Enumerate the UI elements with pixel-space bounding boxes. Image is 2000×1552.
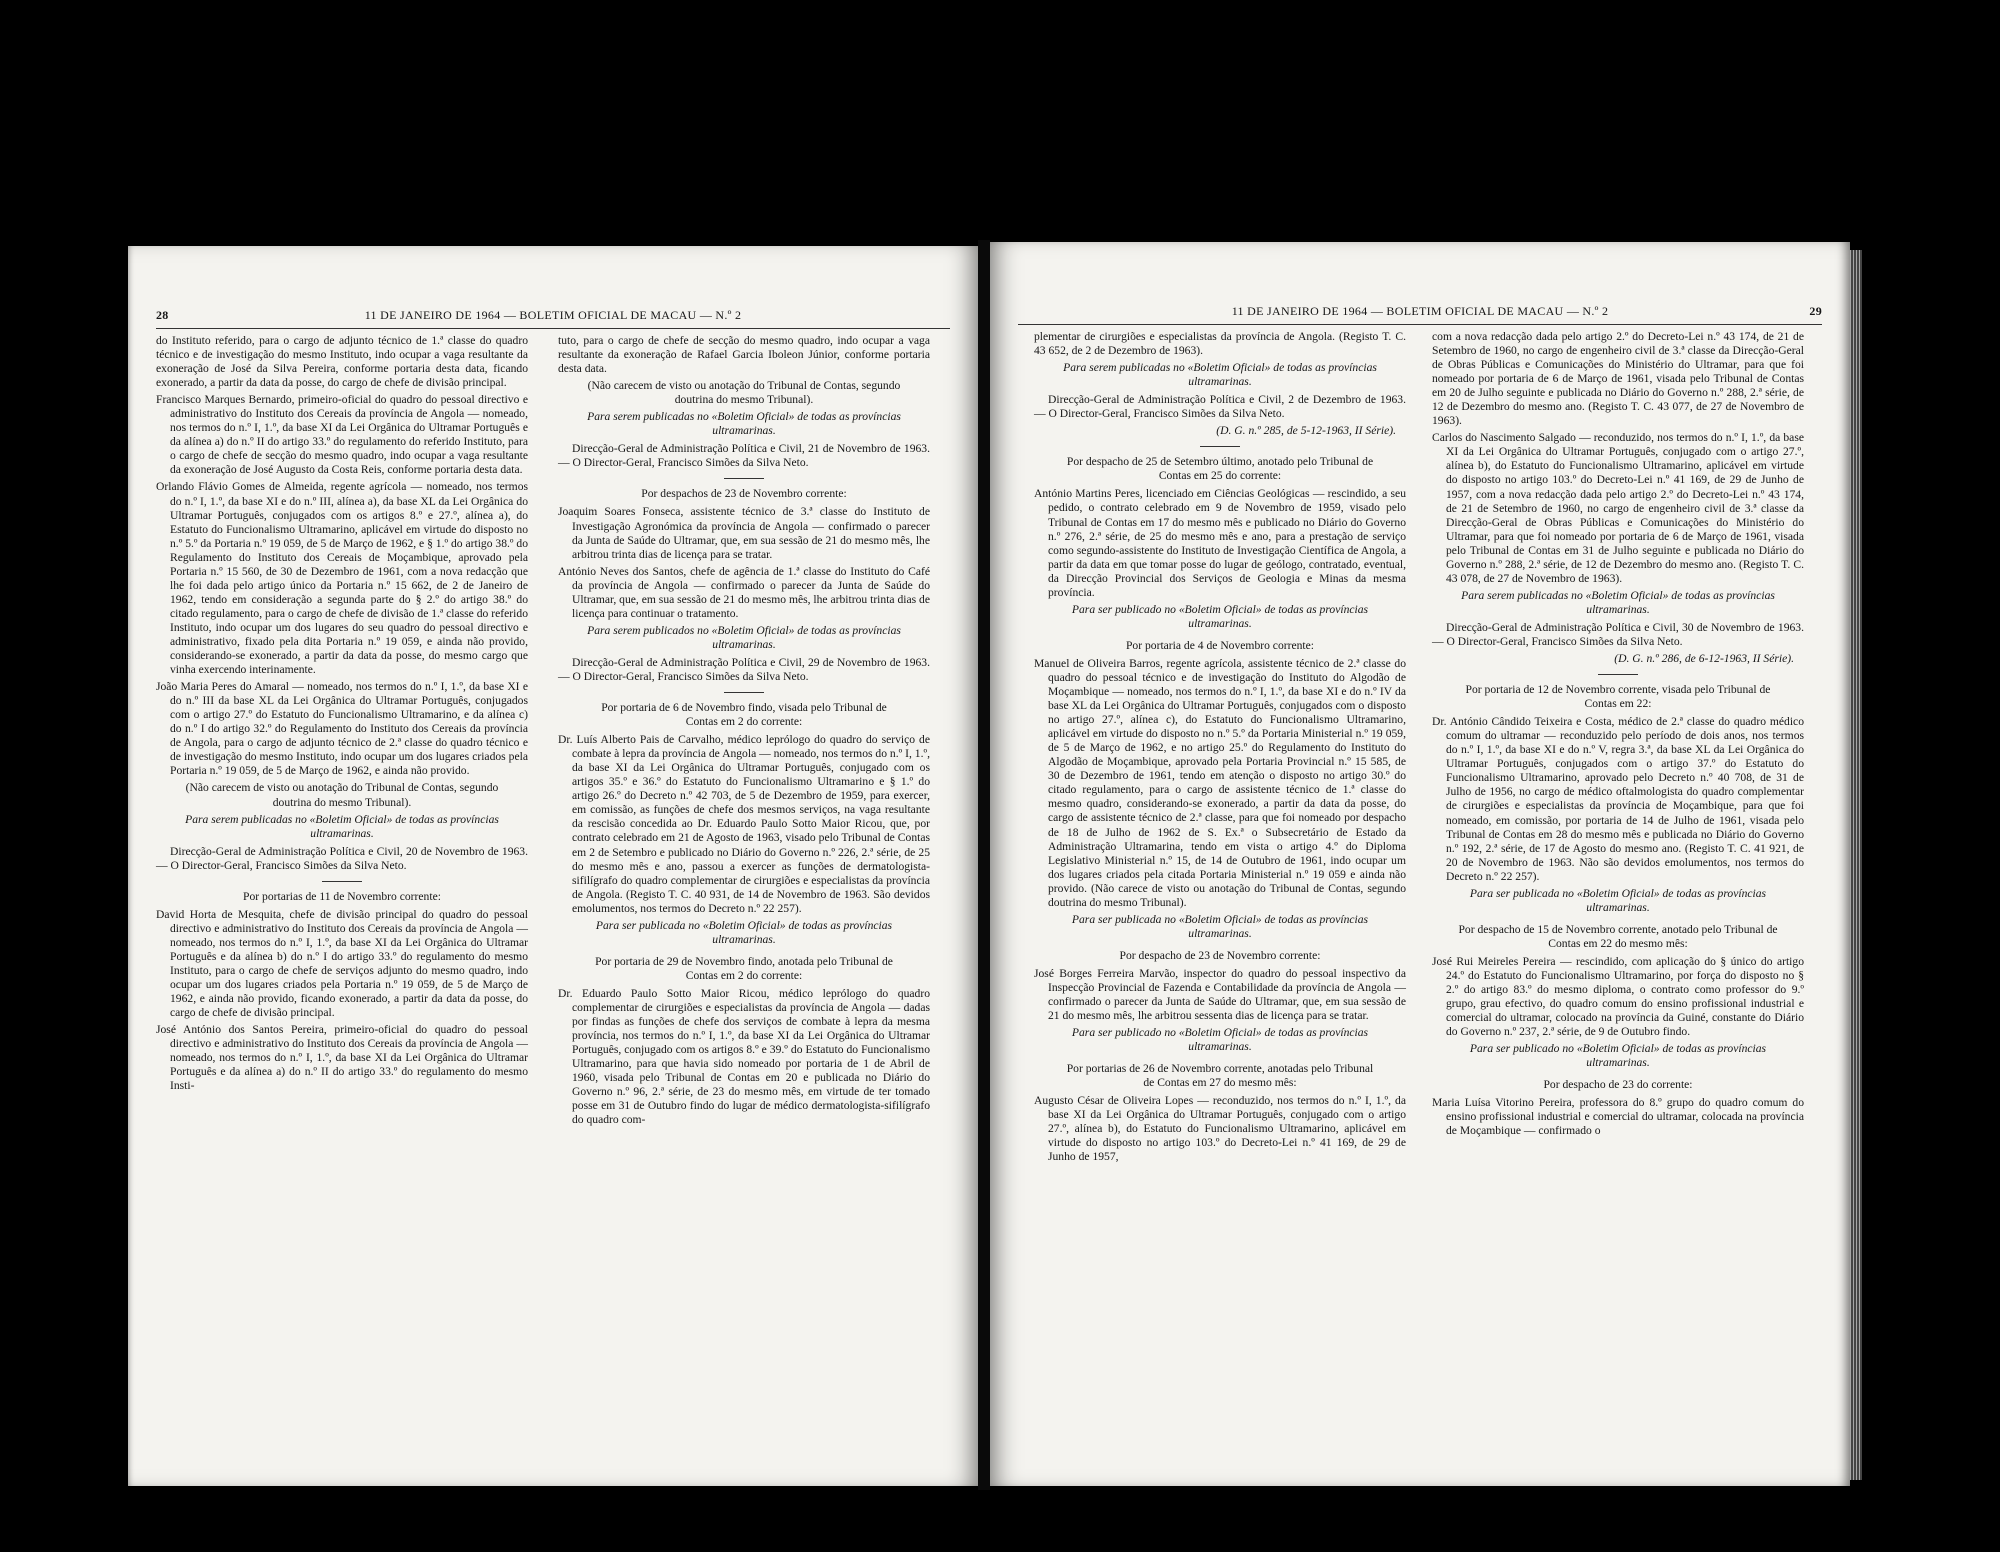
section-separator	[724, 692, 764, 693]
publication-note: Para ser publicado no «Boletim Oficial» de todas as províncias ultramarinas.	[1469, 1042, 1767, 1070]
entry-paragraph: Dr. Luís Alberto Pais de Carvalho, médico leprólogo do quadro do serviço de combate à lepra da província de Angola — nomeado, nos termos do n.º I, 1.º, da base XI da Lei Orgânica do Ultramar Português, conjugado com os artigos 35.º e 36.º do Estatuto do Funcionalismo Ultramarino e § 1.º do artigo 26.º do Decreto n.º 42 703, de 5 de Dezembro de 1959, para exercer, em comissão, as funções de chefe dos mesmos serviços, na vaga resultante da rescisão concedida ao Dr. Eduardo Paulo Sotto Maior Ricou, que, por contrato celebrado em 21 de Agosto de 1963, visado pelo Tribunal de Contas em 2 de Setembro e publicado no Diário do Governo n.º 226, 2.ª série, de 25 do mesmo mês e ano, passou a exercer as funções de dermatologista-sifilígrafo do quadro complementar de cirurgiões e especialistas da província de Angola. (Registo T. C. 40 931, de 14 de Novembro de 1963. São devidos emolumentos, nos termos do Decreto n.º 22 257).	[558, 733, 930, 915]
visa-note: (Não carecem de visto ou anotação do Tribunal de Contas, segundo doutrina do mesmo Tribunal).	[587, 379, 901, 407]
left-page	[128, 246, 978, 1486]
publication-note: Para ser publicado no «Boletim Oficial» de todas as províncias ultramarinas.	[1071, 602, 1369, 630]
section-heading: Por despacho de 25 de Setembro último, anotado pelo Tribunal de Contas em 25 do corrente:	[1066, 455, 1374, 483]
left-page-header	[156, 306, 950, 329]
section-heading: Por despachos de 23 de Novembro corrente:	[641, 487, 847, 501]
entry-paragraph: José Rui Meireles Pereira — rescindido, com aplicação do § único do artigo 24.º do Estatuto do Funcionalismo Ultramarino, por força do disposto no § 2.º do artigo 83.º do mesmo diploma, o contrato como professor do 9.º grupo, grau efectivo, do quadro comum do ensino profissional industrial e comercial do ultramar, colocado na província da Guiné, constante do Diário do Governo n.º 237, 2.ª série, de 9 de Outubro findo.	[1432, 954, 1804, 1039]
left-page-header-title: 11 DE JANEIRO DE 1964 — BOLETIM OFICIAL DE MACAU — N.º 2	[364, 308, 742, 322]
publication-note: Para serem publicados no «Boletim Oficial» de todas as províncias ultramarinas.	[587, 623, 901, 651]
paragraph: com a nova redacção dada pelo artigo 2.º do Decreto-Lei n.º 43 174, de 21 de Setembro de 1960, no cargo de engenheiro civil de 3.ª classe da Direcção-Geral de Obras Públicas e Comunicações do Ministério do Ultramar, para que foi nomeado por portaria de 6 de Março de 1961, visada pelo Tribunal de Contas em 20 de Julho seguinte e publicada no Diário do Governo n.º 288, 2.ª série, de 12 de Dezembro do mesmo ano. (Registo T. C. 43 077, de 27 de Novembro de 1963).	[1432, 330, 1804, 428]
section-heading: Por portaria de 29 de Novembro findo, anotada pelo Tribunal de Contas em 2 do corrente:	[595, 954, 893, 982]
paragraph: do Instituto referido, para o cargo de adjunto técnico de 1.ª classe do quadro técnico e de investigação do mesmo Instituto, indo ocupar a vaga resultante da exoneração de José da Silva Pereira, conforme portaria desta data, ficando exonerado, a partir da data da posse, do cargo de chefe de divisão principal.	[156, 334, 528, 390]
entry-paragraph: João Maria Peres do Amaral — nomeado, nos termos do n.º I, 1.º, da base XI e do n.º III da base XL da Lei Orgânica do Ultramar Português, conjugados com o artigo 27.º do Estatuto do Funcionalismo Ultramarino, e da alínea c) do n.º I do artigo 32.º do Regulamento do Instituto dos Cereais da província de Angola, para o cargo de adjunto técnico de 2.ª classe do quadro técnico e de investigação do mesmo Instituto, indo ocupar um dos lugares criados pela Portaria n.º 19 059, de 5 de Março de 1962, e ainda não provido.	[156, 680, 528, 778]
entry-paragraph: David Horta de Mesquita, chefe de divisão principal do quadro do pessoal directivo e administrativo do Instituto dos Cereais da província de Angola — nomeado, nos termos do n.º I, 1.º, da base XI da Lei Orgânica do Ultramar Português e da alínea b) do n.º I do artigo 33.º do regulamento do mesmo Instituto, para o cargo de chefe de serviços adjunto do mesmo quadro, indo ocupar um dos lugares criados pela Portaria n.º 19 059, de 5 de Março de 1962, e ainda não provido, ficando exonerado, a partir da data da posse, do cargo de chefe de divisão principal.	[156, 907, 528, 1020]
section-separator	[1200, 446, 1240, 447]
section-separator	[724, 478, 764, 479]
section-heading: Por portarias de 26 de Novembro corrente, anotadas pelo Tribunal de Contas em 27 do mesmo mês:	[1066, 1062, 1374, 1090]
left-page-number: 28	[156, 308, 169, 322]
section-heading: Por portaria de 12 de Novembro corrente, visada pelo Tribunal de Contas em 22:	[1465, 683, 1771, 711]
section-heading: Por despacho de 23 de Novembro corrente:	[1119, 948, 1321, 962]
publication-note: Para serem publicadas no «Boletim Oficial» de todas as províncias ultramarinas.	[587, 410, 901, 438]
right-page	[990, 242, 1850, 1486]
entry-paragraph: Dr. António Cândido Teixeira e Costa, médico de 2.ª classe do quadro médico comum do ultramar — reconduzido pelo período de dois anos, nos termos do n.º I, 1.º, da base XI e do n.º V, regra 3.ª, da base XL da Lei Orgânica do Ultramar Português, conjugados com o artigo 37.º do Estatuto do Funcionalismo Ultramarino, aprovado pelo Decreto n.º 40 708, de 31 de Julho de 1956, no cargo de médico oftalmologista do quadro complementar de cirurgiões e especialistas da província de Moçambique, para que foi nomeado, em comissão, por portaria de 14 de Julho de 1961, visada pelo Tribunal de Contas em 28 do mesmo mês e publicada no Diário do Governo n.º 192, 2.ª série, de 17 de Agosto do mesmo ano. (Registo T. C. 41 921, de 20 de Novembro de 1963. Não são devidos emolumentos, nos termos do Decreto n.º 22 257).	[1432, 715, 1804, 883]
gazette-reference: (D. G. n.º 285, de 5-12-1963, II Série).	[1216, 424, 1396, 438]
publication-note: Para serem publicadas no «Boletim Oficial» de todas as províncias ultramarinas.	[1063, 361, 1377, 389]
paragraph: tuto, para o cargo de chefe de secção do mesmo quadro, indo ocupar a vaga resultante da exoneração de Rafael Garcia Iboleon Júnior, conforme portaria desta data.	[558, 334, 930, 376]
signature-paragraph: Direcção-Geral de Administração Política e Civil, 29 de Novembro de 1963. — O Director-Geral, Francisco Simões da Silva Neto.	[558, 655, 930, 683]
section-heading: Por despacho de 23 do corrente:	[1543, 1078, 1693, 1092]
right-page-column-2	[1432, 330, 1804, 1141]
entry-paragraph: José Borges Ferreira Marvão, inspector do quadro do pessoal inspectivo da Inspecção Provincial de Fazenda e Contabilidade da província de Angola — confirmado o parecer da Junta de Saúde do Ultramar, que, em sua sessão de 21 do mesmo mês, lhe arbitrou sessenta dias de licença para se tratar.	[1034, 966, 1406, 1023]
signature-paragraph: Direcção-Geral de Administração Política e Civil, 20 de Novembro de 1963. — O Director-Geral, Francisco Simões da Silva Neto.	[156, 844, 528, 872]
book-spine	[978, 240, 990, 1490]
entry-paragraph: Orlando Flávio Gomes de Almeida, regente agrícola — nomeado, nos termos do n.º I, 1.º, da base XI e do n.º III, alínea a), da base XL da Lei Orgânica do Ultramar Português, conjugados com os artigos 8.º e 27.º, alínea a), do Estatuto do Funcionalismo Ultramarino, aplicável em virtude do disposto no n.º 5.º da Portaria n.º 19 059, de 5 de Março de 1962, e § 1.º do artigo 38.º do Regulamento do Instituto dos Cereais de Moçambique, aprovado pela Portaria n.º 15 560, de 30 de Dezembro de 1961, com a nova redacção que lhe foi dada pelo artigo único da Portaria n.º 15 662, de 2 de Janeiro de 1962, tendo em consideração a segunda parte do § 2.º do artigo 38.º do citado regulamento, para o cargo de chefe de divisão de 1.ª classe do referido Instituto, indo ocupar um dos lugares do seu quadro do pessoal directivo e administrativo, fixado pela dita Portaria n.º 19 059, e ainda não provido, considerando-se exonerado, a partir da data da posse, do mesmo cargo que vinha exercendo interinamente.	[156, 480, 528, 677]
signature-paragraph: Direcção-Geral de Administração Política e Civil, 21 de Novembro de 1963. — O Director-Geral, Francisco Simões da Silva Neto.	[558, 442, 930, 470]
right-page-column-1	[1034, 330, 1406, 1168]
gazette-reference: (D. G. n.º 286, de 6-12-1963, II Série).	[1614, 652, 1794, 666]
entry-paragraph: António Martins Peres, licenciado em Ciências Geológicas — rescindido, a seu pedido, o contrato celebrado em 9 de Novembro de 1959, visado pelo Tribunal de Contas em 17 do mesmo mês e publicado no Diário do Governo n.º 276, 2.ª série, de 25 do mesmo mês e ano, para a prestação de serviço como segundo-assistente do Instituto de Investigação Científica de Angola, a partir da data em que tomar posse do lugar de geólogo, contratado, eventual, da Direcção Provincial dos Serviços de Geologia e Minas da mesma província.	[1034, 487, 1406, 599]
section-heading: Por portaria de 6 de Novembro findo, visada pelo Tribunal de Contas em 2 do corrente:	[601, 701, 887, 729]
publication-note: Para ser publicado no «Boletim Oficial» de todas as províncias ultramarinas.	[1071, 1026, 1369, 1054]
left-page-column-1	[156, 334, 528, 1096]
left-page-column-2	[558, 334, 930, 1130]
publication-note: Para serem publicadas no «Boletim Oficial» de todas as províncias ultramarinas.	[185, 812, 499, 840]
section-heading: Por despacho de 15 de Novembro corrente, anotado pelo Tribunal de Contas em 22 do mesmo mês:	[1458, 922, 1778, 950]
publication-note: Para ser publicada no «Boletim Oficial» de todas as províncias ultramarinas.	[1469, 886, 1767, 914]
entry-paragraph: Carlos do Nascimento Salgado — reconduzido, nos termos do n.º I, 1.º, da base XI da Lei Orgânica do Ultramar Português, conjugado com o artigo 27.º, alínea b), do Estatuto do Funcionalismo Ultramarino, aplicável em virtude do disposto no artigo 103.º do Decreto-Lei n.º 41 169, de 29 de Junho de 1957, com a nova redacção dada pelo artigo 2.º do Decreto-Lei n.º 43 174, de 21 de Setembro de 1960, no cargo de engenheiro civil de 3.ª classe da Direcção-Geral de Obras Públicas e Comunicações do Ministério do Ultramar, para que foi nomeado por portaria de 6 de Março de 1961, visada pelo Tribunal de Contas em 31 de Julho seguinte e publicada no Diário do Governo n.º 288, 2.ª série, de 12 de Dezembro do mesmo ano. (Registo T. C. 43 078, de 27 de Novembro de 1963).	[1432, 431, 1804, 585]
paragraph: plementar de cirurgiões e especialistas da província de Angola. (Registo T. C. 43 652, de 2 de Dezembro de 1963).	[1034, 330, 1406, 358]
visa-note: (Não carecem de visto ou anotação do Tribunal de Contas, segundo doutrina do mesmo Tribunal).	[185, 781, 499, 809]
entry-paragraph: Manuel de Oliveira Barros, regente agrícola, assistente técnico de 2.ª classe do quadro do pessoal técnico e de investigação do Instituto do Algodão de Moçambique — nomeado, nos termos do n.º I, 1.º, da base XI e do n.º IV da base XL da Lei Orgânica do Ultramar Português, conjugados com o disposto no artigo 27.º, alínea c), do Estatuto do Funcionalismo Ultramarino, aplicável em virtude do disposto no n.º 5.º da Portaria Ministerial n.º 19 059, de 5 de Março de 1962, e no artigo 25.º do Regulamento do Instituto do Algodão de Moçambique, aprovado pela Portaria Provincial n.º 15 585, de 30 de Dezembro de 1961, tendo em atenção o disposto no artigo 30.º do citado regulamento, para o cargo de assistente técnico de 1.ª classe do mesmo quadro, considerando-se exonerado, a partir da data da posse, do cargo de assistente técnico de 2.ª classe, para que foi nomeado por despacho de 18 de Julho de 1962 de S. Ex.ª o Subsecretário de Estado da Administração Ultramarina, tendo em vista o artigo 4.º do Diploma Legislativo Ministerial n.º 15, de 14 de Outubro de 1961, indo ocupar um dos lugares criados pela citada Portaria Ministerial n.º 19 059 e ainda não provido. (Não carece de visto ou anotação do Tribunal de Contas, segundo doutrina do mesmo Tribunal).	[1034, 656, 1406, 909]
entry-paragraph: Joaquim Soares Fonseca, assistente técnico de 3.ª classe do Instituto de Investigação Agronómica da província de Angola — confirmado o parecer da Junta de Saúde do Ultramar, que, em sua sessão de 21 do mesmo mês, lhe arbitrou trinta dias de licença para se tratar.	[558, 505, 930, 561]
right-page-header-title: 11 DE JANEIRO DE 1964 — BOLETIM OFICIAL DE MACAU — N.º 2	[1231, 304, 1609, 318]
right-page-number: 29	[1809, 304, 1822, 318]
entry-paragraph: Maria Luísa Vitorino Pereira, professora do 8.º grupo do quadro comum do ensino profissional industrial e comercial do ultramar, colocada na província de Moçambique — confirmado o	[1432, 1096, 1804, 1138]
page-edge-shadow	[1850, 250, 1862, 1480]
entry-paragraph: António Neves dos Santos, chefe de agência de 1.ª classe do Instituto do Café da província de Angola — confirmado o parecer da Junta de Saúde do Ultramar, que, em sua sessão de 21 do mesmo mês, lhe arbitrou trinta dias de licença para continuar o tratamento.	[558, 564, 930, 620]
right-page-header	[1018, 302, 1822, 325]
publication-note: Para ser publicada no «Boletim Oficial» de todas as províncias ultramarinas.	[1071, 912, 1369, 940]
signature-paragraph: Direcção-Geral de Administração Política e Civil, 30 de Novembro de 1963. — O Director-Geral, Francisco Simões da Silva Neto.	[1432, 620, 1804, 648]
entry-paragraph: José António dos Santos Pereira, primeiro-oficial do quadro do pessoal directivo e administrativo do Instituto dos Cereais da província de Angola — nomeado, nos termos do n.º I, 1.º, da base XI da Lei Orgânica do Ultramar Português e da alínea a) do n.º II do artigo 33.º do regulamento do mesmo Insti-	[156, 1023, 528, 1093]
signature-paragraph: Direcção-Geral de Administração Política e Civil, 2 de Dezembro de 1963. — O Director-Geral, Francisco Simões da Silva Neto.	[1034, 393, 1406, 421]
section-heading: Por portaria de 4 de Novembro corrente:	[1125, 638, 1314, 652]
entry-paragraph: Dr. Eduardo Paulo Sotto Maior Ricou, médico leprólogo do quadro complementar de cirurgiões e especialistas da província de Angola — dadas por findas as funções de chefe dos serviços de combate à lepra da mesma província, nos termos do n.º I, 1.º, da base XI da Lei Orgânica do Ultramar Português, conjugado com os artigos 8.º e 39.º do Estatuto do Funcionalismo Ultramarino, para que havia sido nomeado por portaria de 1 de Abril de 1960, visada pelo Tribunal de Contas em 20 e publicada no Diário do Governo n.º 96, 2.ª série, de 23 do mesmo mês, em virtude de ter tomado posse em 31 de Outubro findo do lugar de médico dermatologista-sifilígrafo do quadro com-	[558, 986, 930, 1127]
section-separator	[322, 881, 362, 882]
section-heading: Por portarias de 11 de Novembro corrente:	[243, 889, 441, 903]
publication-note: Para serem publicadas no «Boletim Oficial» de todas as províncias ultramarinas.	[1461, 588, 1775, 616]
entry-paragraph: Augusto César de Oliveira Lopes — reconduzido, nos termos do n.º I, 1.º, da base XI da Lei Orgânica do Ultramar Português, conjugado com o artigo 27.º, alínea b), do Estatuto do Funcionalismo Ultramarino, aplicável em virtude do disposto no artigo 103.º do Decreto-Lei n.º 41 169, de 29 de Junho de 1957,	[1034, 1094, 1406, 1164]
publication-note: Para ser publicada no «Boletim Oficial» de todas as províncias ultramarinas.	[595, 918, 893, 946]
section-separator	[1598, 674, 1638, 675]
entry-paragraph: Francisco Marques Bernardo, primeiro-oficial do quadro do pessoal directivo e administrativo do Instituto dos Cereais da província de Angola — nomeado, nos termos do n.º I, 1.º, da base XI da Lei Orgânica do Ultramar Português e da alínea a) do n.º II do artigo 33.º do regulamento do referido Instituto, para o cargo de chefe de secção do mesmo quadro, indo ocupar a vaga resultante da exoneração de José Augusto da Costa Reis, conforme portaria desta data.	[156, 393, 528, 477]
